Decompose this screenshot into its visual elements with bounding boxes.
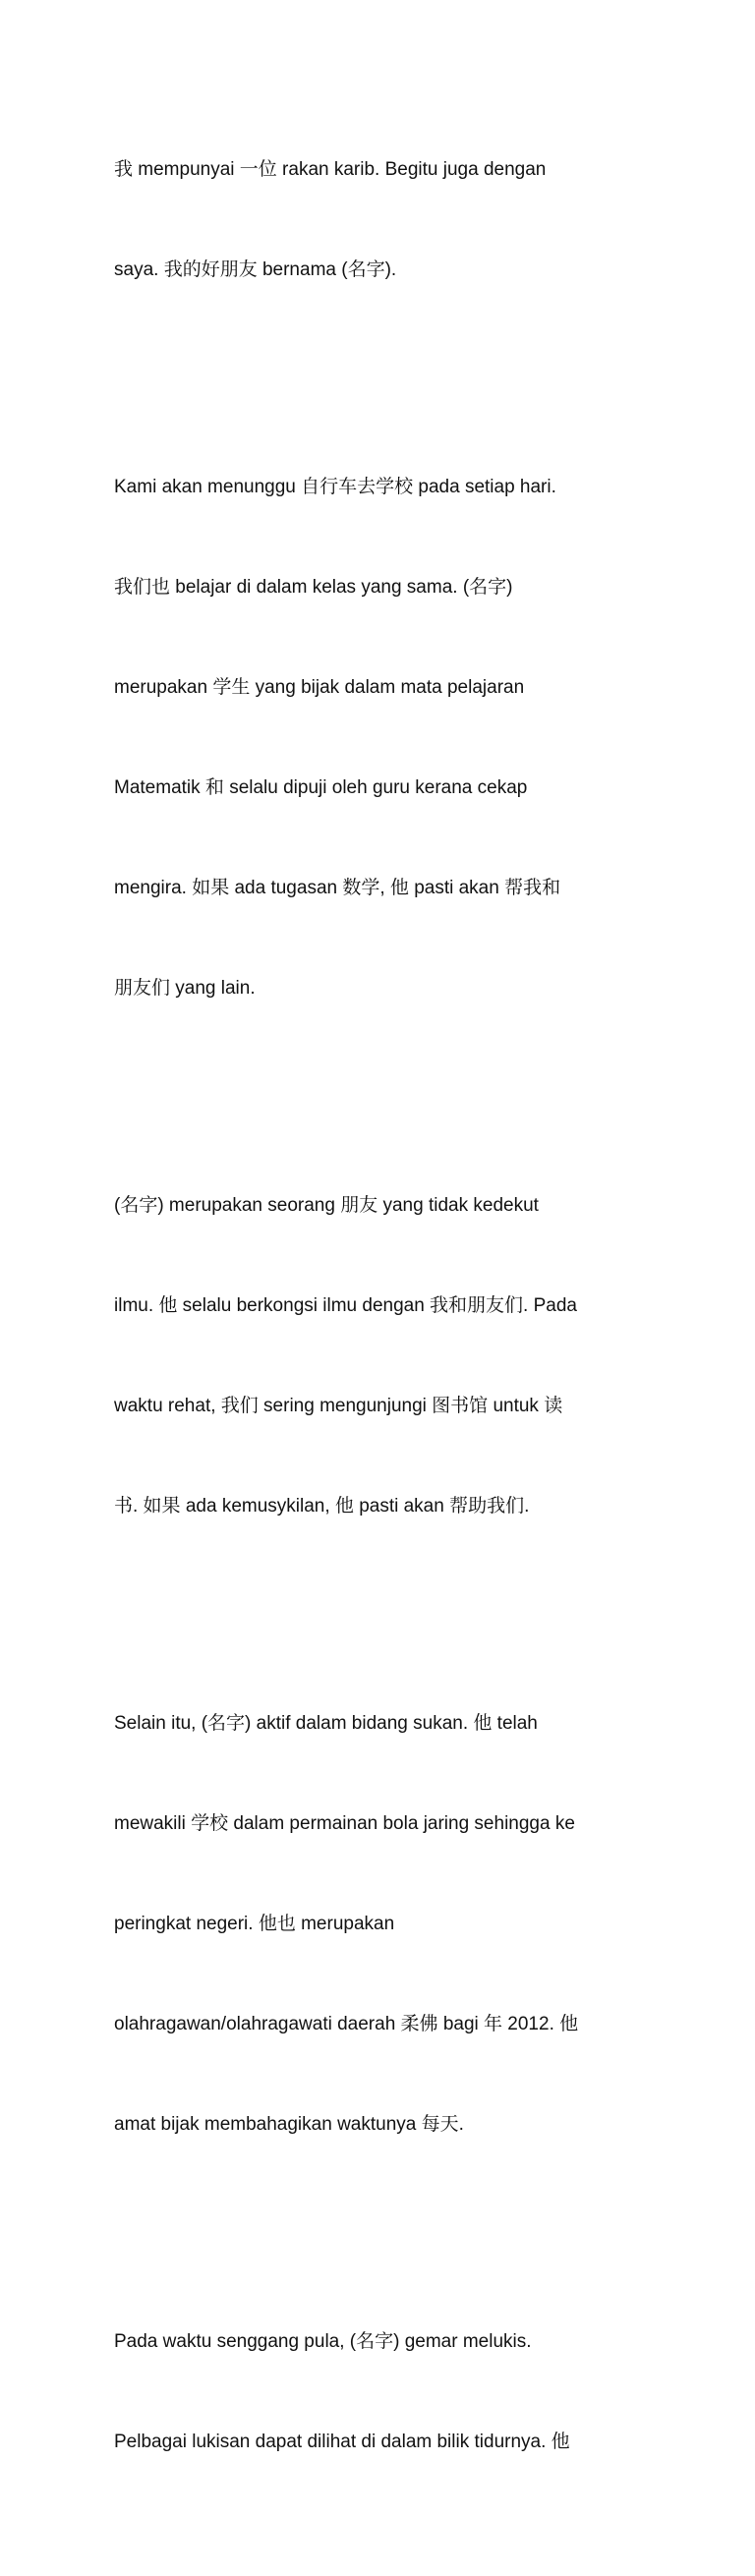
paragraph-1 (114, 86, 650, 354)
paragraph-3 (114, 1122, 650, 1590)
text-line: waktu rehat, 我们 sering mengunjungi 图书馆 untuk 读 (114, 1396, 563, 1416)
text-line: merupakan 学生 yang bijak dalam mata pelajaran (114, 677, 525, 698)
text-line: olahragawan/olahragawati daerah 柔佛 bagi 年 2012. 他 (114, 2014, 579, 2034)
text-line: saya. 我的好朋友 bernama (名字). (114, 259, 397, 280)
text-line: Pada waktu senggang pula, (名字) gemar melukis. (114, 2331, 532, 2352)
text-line: (名字) merupakan seorang 朋友 yang tidak kedekut (114, 1195, 539, 1216)
paragraph-2 (114, 404, 650, 1072)
text-line: 我 mempunyai 一位 rakan karib. Begitu juga dengan (114, 159, 547, 180)
text-line: Pelbagai lukisan dapat dilihat di dalam bilik tidurnya. 他 (114, 2432, 570, 2452)
paragraph-5 (114, 2259, 650, 2526)
text-line: mewakili 学校 dalam permainan bola jaring sehingga ke (114, 1813, 575, 1834)
text-line: 书. 如果 ada kemusykilan, 他 pasti akan 帮助我们. (114, 1496, 530, 1517)
essay-body (114, 86, 650, 2576)
paragraph-4 (114, 1640, 650, 2208)
text-line: Kami akan menunggu 自行车去学校 pada setiap hari. (114, 477, 556, 497)
text-line: Matematik 和 selalu dipuji oleh guru kerana cekap (114, 777, 528, 798)
text-line: mengira. 如果 ada tugasan 数学, 他 pasti akan 帮我和 (114, 878, 561, 898)
text-line: 朋友们 yang lain. (114, 978, 256, 999)
text-line: peringkat negeri. 他也 merupakan (114, 1914, 395, 1934)
text-line: Selain itu, (名字) aktif dalam bidang sukan. 他 telah (114, 1713, 538, 1734)
text-line: amat bijak membahagikan waktunya 每天. (114, 2114, 464, 2135)
text-line: ilmu. 他 selalu berkongsi ilmu dengan 我和朋友们. Pada (114, 1295, 577, 1316)
text-line: 我们也 belajar di dalam kelas yang sama. (名字) (114, 577, 513, 598)
